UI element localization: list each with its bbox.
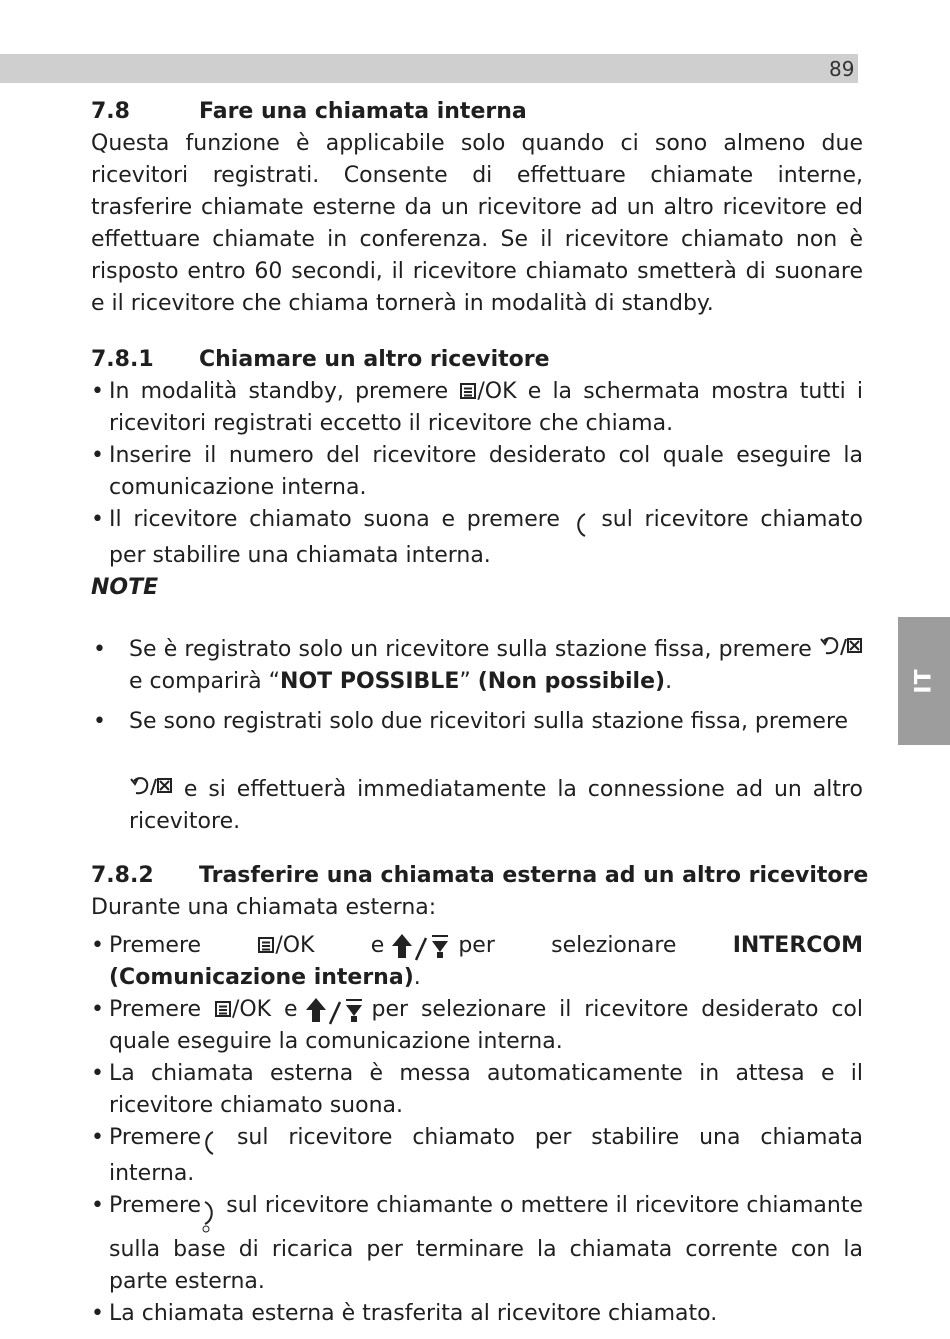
menu-ok-key (257, 933, 314, 958)
item-text: e (370, 933, 385, 958)
menu-icon (214, 999, 232, 1019)
back-delete-icon (819, 635, 863, 659)
bullet: • (91, 1125, 104, 1150)
menu-ok-key (214, 997, 271, 1022)
up-down-arrows-icon (390, 932, 452, 962)
item-text: Premere (109, 997, 202, 1022)
list-item (91, 1298, 863, 1330)
bullet: • (91, 443, 104, 468)
bullet: • (91, 1193, 104, 1218)
item-text: per selezionare (458, 933, 677, 958)
section-title: Trasferire una chiamata esterna ad un altro ricevitore (199, 863, 869, 888)
section-number: 7.8.2 (91, 863, 154, 888)
note-label: NOTE (91, 575, 159, 600)
language-tab-label: IT (911, 668, 937, 694)
section-intro: Durante una chiamata esterna: (91, 895, 437, 920)
ok-label: /OK (275, 933, 315, 958)
item-text: e si effettuerà immediatamente la connessione ad un altro ricevitore. (129, 777, 864, 834)
note-list (91, 634, 863, 838)
list-item (91, 634, 863, 698)
bullet: • (91, 1301, 104, 1326)
list-item (91, 1122, 863, 1190)
section-7-8-heading (91, 96, 863, 128)
ok-label: /OK (231, 997, 272, 1022)
ok-label: /OK (477, 379, 517, 404)
item-text: Premere (109, 1125, 202, 1150)
talk-icon (572, 510, 590, 540)
end-call-icon (201, 1198, 219, 1234)
list-item (91, 930, 863, 994)
section-number: 7.8 (91, 99, 130, 124)
item-text: e comparirà “ (129, 669, 281, 694)
up-down-arrows-icon (304, 996, 366, 1026)
bold-text: INTERCOM (Comunicazione interna) (109, 933, 864, 990)
steps-list (91, 376, 863, 572)
list-item (91, 504, 863, 572)
section-number: 7.8.1 (91, 347, 154, 372)
bullet: • (91, 933, 104, 958)
item-text: La chiamata esterna è messa automaticamente in attesa e il ricevitore chiamato suona. (109, 1061, 863, 1118)
page-content (91, 96, 869, 1330)
section-title: Chiamare un altro ricevitore (199, 347, 550, 372)
talk-icon (201, 1128, 217, 1158)
bullet: • (93, 637, 106, 662)
list-item (91, 440, 863, 504)
bullet: • (91, 997, 104, 1022)
item-text: Il ricevitore chiamato suona e premere (109, 507, 560, 532)
section-7-8-body: Questa funzione è applicabile solo quando ci sono almeno due ricevitori registrati. Consente di effettuare chiamate interne, trasferire chiamate esterne da un ricevitore ad un altro ricevitore ed effettuare chiamate in conferenza. Se il ricevitore chiamato non è risposto entro 60 secondi, il ricevitore chiamato smetterà di suonare e il ricevitore che chiama tornerà in modalità di standby. (91, 131, 863, 316)
language-tab (898, 617, 950, 745)
menu-icon (257, 935, 275, 955)
menu-icon (459, 381, 477, 401)
back-delete-icon (129, 775, 173, 799)
item-text: e (283, 997, 298, 1022)
item-text: Premere (109, 1193, 202, 1218)
section-7-8-1-heading (91, 344, 863, 376)
item-text: Se sono registrati solo due ricevitori sulla stazione fissa, premere (129, 709, 849, 734)
header-bar (0, 54, 858, 83)
list-item (91, 1190, 863, 1298)
section-title: Fare una chiamata interna (199, 99, 527, 124)
item-text: sul ricevitore chiamato per stabilire una chiamata interna. (109, 507, 863, 568)
bullet: • (91, 1061, 104, 1086)
list-item (91, 706, 863, 838)
list-item (91, 994, 863, 1058)
item-text: La chiamata esterna è trasferita al ricevitore chiamato. (109, 1301, 718, 1326)
item-text: In modalità standby, premere (109, 379, 449, 404)
menu-ok-key (459, 379, 516, 404)
bullet: • (93, 709, 106, 734)
item-text: per selezionare il ricevitore desiderato col quale eseguire la comunicazione interna. (109, 997, 863, 1054)
item-text: sul ricevitore chiamato per stabilire una chiamata interna. (109, 1125, 863, 1186)
bold-text: NOT POSSIBLE (280, 669, 460, 694)
bullet: • (91, 379, 104, 404)
item-text: . (665, 669, 673, 694)
page-number: 89 (829, 57, 855, 81)
item-text: ” (459, 669, 478, 694)
item-text: Premere (109, 933, 202, 958)
item-text: e la schermata mostra tutti i ricevitori registrati eccetto il ricevitore che chiama. (109, 379, 864, 436)
bullet: • (91, 507, 104, 532)
item-text: sul ricevitore chiamante o mettere il ricevitore chiamante sulla base di ricarica per terminare la chiamata corrente con la parte esterna. (109, 1193, 863, 1294)
steps-list (91, 930, 863, 1330)
item-text: . (413, 965, 421, 990)
item-text: Se è registrato solo un ricevitore sulla stazione fissa, premere (129, 637, 812, 662)
list-item (91, 1058, 863, 1122)
bold-text: (Non possibile) (477, 669, 666, 694)
list-item (91, 376, 863, 440)
section-7-8-2-heading (91, 860, 869, 892)
item-text: Inserire il numero del ricevitore desiderato col quale eseguire la comunicazione interna. (109, 443, 863, 500)
